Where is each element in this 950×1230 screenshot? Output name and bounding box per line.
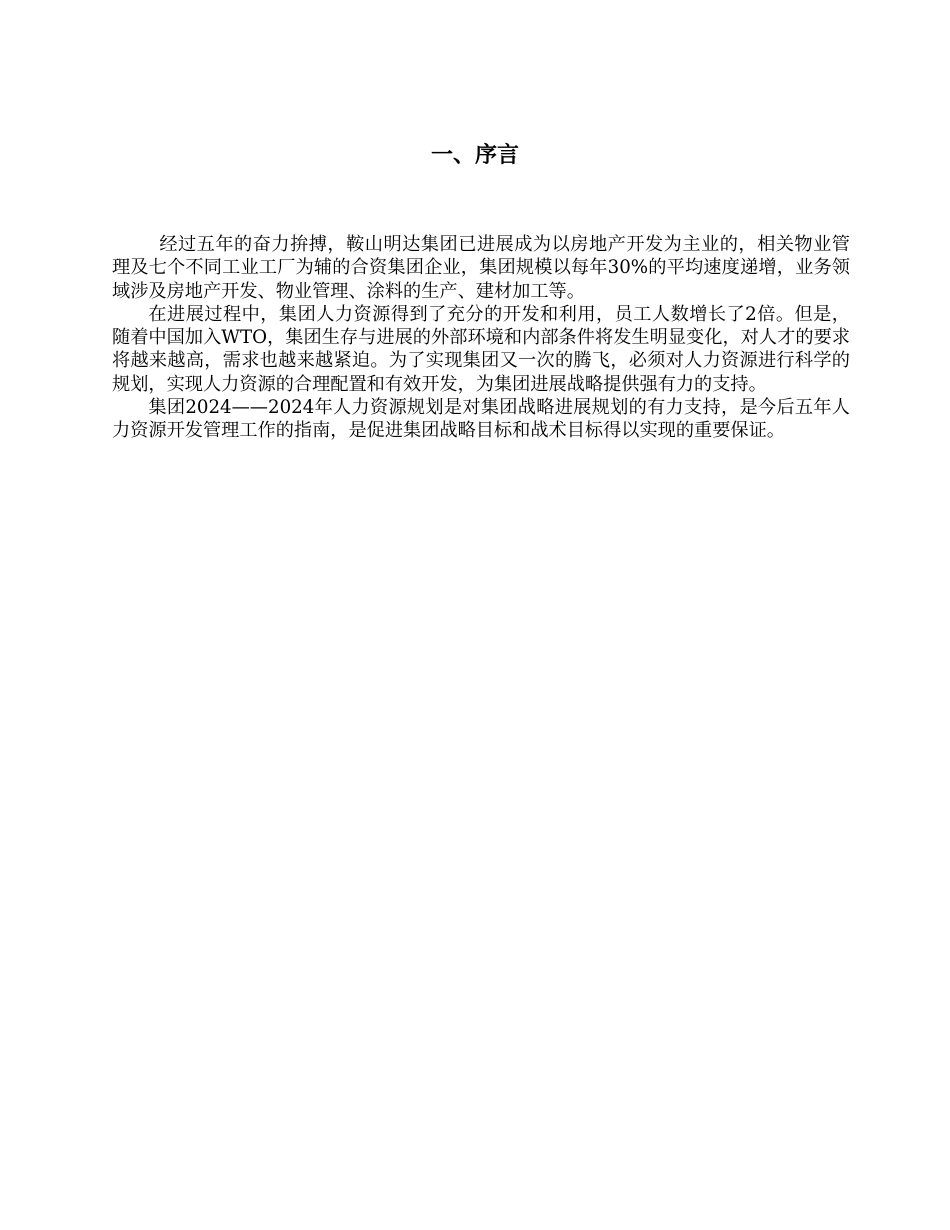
- paragraph-plan: 集团2024——2024年人力资源规划是对集团战略进展规划的有力支持，是今后五年人力资源开发管理工作的指南，是促进集团战略目标和战术目标得以实现的重要保证。: [112, 397, 850, 442]
- section-title: 一、序言: [430, 142, 519, 168]
- paragraph-development: 在进展过程中，集团人力资源得到了充分的开发和利用，员工人数增长了2倍。但是，随着中国加入WTO，集团生存与进展的外部环境和内部条件将发生明显变化，对人才的要求将越来越高，需求也越来越紧迫。为了实现集团又一次的腾飞，必须对人力资源进行科学的规划，实现人力资源的合理配置和有效开发，为集团进展战略提供强有力的支持。: [112, 303, 850, 395]
- body-text: [112, 233, 850, 443]
- paragraph-intro: 经过五年的奋力拚搏，鞍山明达集团已进展成为以房地产开发为主业的，相关物业管理及七个不同工业工厂为辅的合资集团企业，集团规模以每年30%的平均速度递增，业务领域涉及房地产开发、物业管理、涂料的生产、建材加工等。: [112, 234, 850, 302]
